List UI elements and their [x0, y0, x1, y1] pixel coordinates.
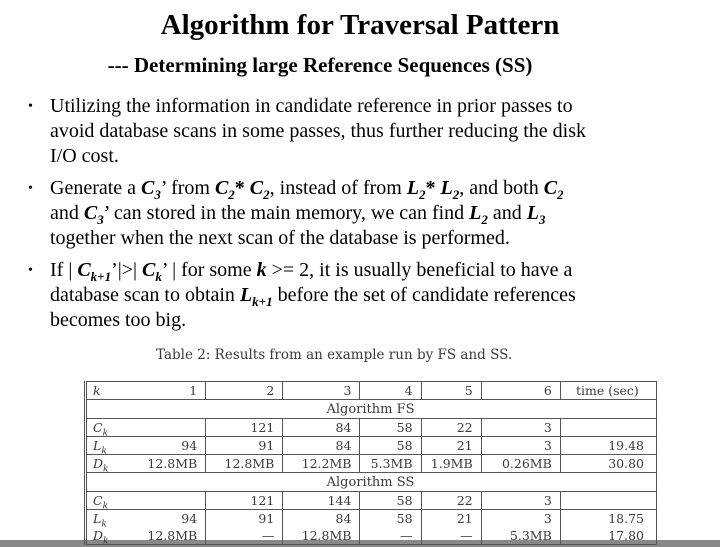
bullet-icon: •	[28, 263, 33, 278]
header-cell: 6	[481, 382, 560, 400]
table-cell: 5.3MB	[360, 455, 421, 473]
table-cell: 91	[206, 510, 283, 528]
table-cell-time: 18.75	[608, 511, 644, 526]
bold-text: *	[425, 177, 441, 199]
bullet-icon: •	[28, 181, 33, 196]
table-row	[86, 455, 657, 473]
cell-value: 12.8MB	[147, 528, 198, 543]
section-row	[86, 473, 657, 492]
table-cell: —	[206, 527, 283, 545]
table-cell: 58	[360, 437, 421, 455]
math-term: $C_{k+1}$	[77, 259, 112, 284]
table-row	[86, 492, 657, 510]
header-value-1: 1	[189, 383, 198, 398]
label-and-value	[93, 511, 198, 530]
cell-value: 12.8MB	[147, 456, 198, 471]
label-and-value	[93, 456, 198, 475]
table-cell: 22	[421, 492, 481, 510]
cell-value: 94	[181, 438, 198, 453]
label-and-value	[93, 493, 197, 512]
table-cell: 3	[481, 437, 560, 455]
math-term: $L_2$	[469, 202, 488, 227]
slide-subtitle: --- Determining large Reference Sequences (SS)	[107, 53, 533, 77]
math-term: $C_3$	[141, 177, 161, 202]
bullet-list	[28, 94, 710, 340]
results-table	[84, 381, 657, 545]
table-cell: 84	[283, 510, 360, 528]
table-cell: 58	[360, 510, 421, 528]
table-cell: 0.26MB	[481, 455, 560, 473]
table-cell: 21	[421, 437, 481, 455]
label-and-value	[93, 420, 197, 439]
row-label: $L_k$	[93, 511, 107, 530]
table-cell: 1.9MB	[421, 455, 481, 473]
bullet-text: Utilizing the information in candidate reference in prior passes to avoid database scans in some passes, thus further reducing the disk I/O cost.	[50, 95, 586, 167]
table-cell: —	[421, 527, 481, 545]
row-label: $C_k$	[93, 493, 109, 512]
table-row	[86, 437, 657, 455]
header-cell: 2	[206, 382, 283, 400]
table-cell: 84	[283, 419, 360, 437]
table-cell: 12.2MB	[283, 455, 360, 473]
row-label: $D_k$	[93, 456, 109, 475]
math-term: $L_2$	[406, 177, 426, 202]
section-label: Algorithm FS	[86, 400, 657, 419]
table-cell-time: 30.80	[560, 455, 656, 473]
table-cell: 121	[206, 492, 283, 510]
math-term: $L_2$	[440, 177, 460, 202]
table-cell: 22	[421, 419, 481, 437]
header-k-and-1	[93, 383, 197, 398]
header-cell: 4	[360, 382, 421, 400]
table-cell: 3	[481, 492, 560, 510]
table-cell-time: 17.80	[608, 528, 644, 543]
row-label-cell	[86, 527, 206, 545]
table-cell: 58	[360, 419, 421, 437]
table-cell: 144	[283, 492, 360, 510]
math-term: $C_2$	[214, 177, 235, 202]
header-cell: 5	[421, 382, 481, 400]
bullet-item	[28, 258, 710, 333]
bullet-item	[28, 176, 710, 251]
table-cell-time	[560, 419, 656, 437]
header-cell-k	[86, 382, 206, 400]
table-header-row	[86, 382, 657, 400]
section-label: Algorithm SS	[86, 473, 657, 492]
header-label-k: k	[93, 383, 101, 398]
header-cell-time: time (sec)	[560, 382, 656, 400]
row-label-cell	[86, 437, 206, 455]
header-cell: 3	[283, 382, 360, 400]
row-label-cell	[86, 419, 206, 437]
row-label: $D_k$	[93, 528, 109, 547]
math-term: $C_2$	[543, 177, 564, 202]
math-term: $C_3$	[83, 202, 104, 227]
table-row	[86, 527, 657, 545]
label-and-value	[93, 528, 198, 547]
bullet-text: If | $C_{k+1}’|>|$ $C_k$’ | for some k >= 2, it is usually beneficial to have a database scan to obtain $L_{k+1}$ before the set of candidate references becomes too big.	[50, 259, 576, 331]
table-row	[86, 510, 657, 528]
table-cell: —	[360, 527, 421, 545]
table-cell: 84	[283, 437, 360, 455]
table-row	[86, 419, 657, 437]
bullet-item	[28, 94, 710, 169]
table-cell: 12.8MB	[283, 527, 360, 545]
table-cell-time	[560, 492, 656, 510]
table-cell: 5.3MB	[481, 527, 560, 545]
row-label: $C_k$	[93, 420, 109, 439]
table-cell: 58	[360, 492, 421, 510]
row-label-cell	[86, 510, 206, 528]
bullet-text: Generate a $C_3$’ from $C_2*$ $C_2$, instead of from $L_2*$ $L_2$, and both $C_2$ and $C_3$’ can stored in the main memory, we can find $L_2$ and $L_3$ together when the next scan of the database is performed.	[50, 177, 564, 249]
table-cell: 121	[206, 419, 283, 437]
table-cell: 3	[481, 419, 560, 437]
math-term: $C_2$	[249, 177, 270, 202]
math-term: k	[256, 259, 267, 281]
label-and-value	[93, 438, 198, 457]
table-cell: 12.8MB	[206, 455, 283, 473]
cell-value: 94	[181, 511, 198, 526]
row-label-cell	[86, 492, 206, 510]
slide-title: Algorithm for Traversal Pattern	[160, 9, 560, 41]
math-term: $C_k$	[142, 259, 162, 284]
table-caption: Table 2: Results from an example run by FS and SS.	[156, 347, 513, 363]
bullet-icon: •	[28, 99, 33, 114]
math-term: $L_{k+1}$	[239, 284, 273, 309]
row-label: $L_k$	[93, 438, 107, 457]
table-cell: 3	[481, 510, 560, 528]
section-row	[86, 400, 657, 419]
row-label-cell	[86, 455, 206, 473]
table-cell: 91	[206, 437, 283, 455]
table-cell-time: 19.48	[560, 437, 656, 455]
table-cell: 21	[421, 510, 481, 528]
math-term: $L_3$	[526, 202, 546, 227]
bold-text: *	[234, 177, 250, 199]
